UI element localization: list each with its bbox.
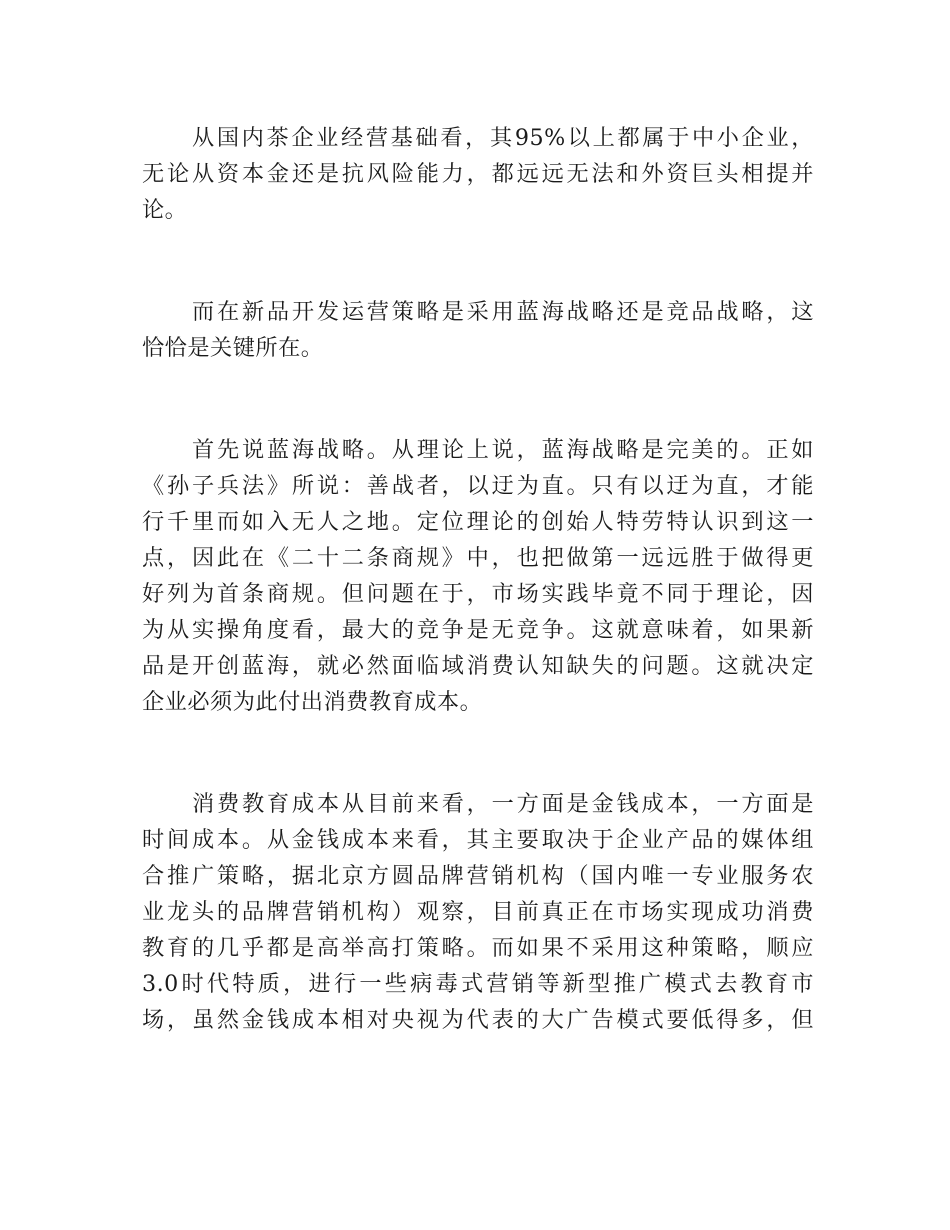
paragraph-2 bbox=[142, 294, 814, 366]
paragraph-line: 教育的几乎都是高举高打策略。而如果不采用这种策略，顺应 bbox=[142, 935, 814, 961]
paragraph-line: 论。 bbox=[142, 197, 188, 223]
paragraph-line: 合推广策略，据北京方圆品牌营销机构（国内唯一专业服务农 bbox=[142, 863, 814, 889]
paragraph-4 bbox=[142, 786, 814, 1038]
paragraph-line: 《孙子兵法》所说：善战者，以迂为直。只有以迂为直，才能 bbox=[142, 473, 814, 499]
paragraph-1 bbox=[142, 120, 814, 228]
paragraph-line: 点，因此在《二十二条商规》中，也把做第一远远胜于做得更 bbox=[142, 545, 814, 571]
paragraph-line: 场，虽然金钱成本相对央视为代表的大广告模式要低得多，但 bbox=[142, 1007, 814, 1033]
paragraph-line: 恰恰是关键所在。 bbox=[142, 335, 324, 361]
paragraph-line: 为从实操角度看，最大的竞争是无竞争。这就意味着，如果新 bbox=[142, 617, 814, 643]
paragraph-line: 行千里而如入无人之地。定位理论的创始人特劳特认识到这一 bbox=[142, 509, 814, 535]
paragraph-line: 消费教育成本从目前来看，一方面是金钱成本，一方面是 bbox=[192, 791, 814, 817]
paragraph-line: 时间成本。从金钱成本来看，其主要取决于企业产品的媒体组 bbox=[142, 827, 814, 853]
paragraph-line: 首先说蓝海战略。从理论上说，蓝海战略是完美的。正如 bbox=[192, 437, 814, 463]
paragraph-line: 品是开创蓝海，就必然面临域消费认知缺失的问题。这就决定 bbox=[142, 653, 814, 679]
paragraph-line: 业龙头的品牌营销机构）观察，目前真正在市场实现成功消费 bbox=[142, 899, 814, 925]
paragraph-line: 企业必须为此付出消费教育成本。 bbox=[142, 689, 483, 715]
paragraph-line: 而在新品开发运营策略是采用蓝海战略还是竞品战略，这 bbox=[192, 299, 814, 325]
paragraph-line: 好列为首条商规。但问题在于，市场实践毕竟不同于理论，因 bbox=[142, 581, 814, 607]
paragraph-line: 从国内茶企业经营基础看，其95%以上都属于中小企业， bbox=[192, 125, 814, 151]
paragraph-line: 无论从资本金还是抗风险能力，都远远无法和外资巨头相提并 bbox=[142, 161, 814, 187]
paragraph-line: 3.0时代特质，进行一些病毒式营销等新型推广模式去教育市 bbox=[142, 971, 814, 997]
paragraph-3 bbox=[142, 432, 814, 720]
